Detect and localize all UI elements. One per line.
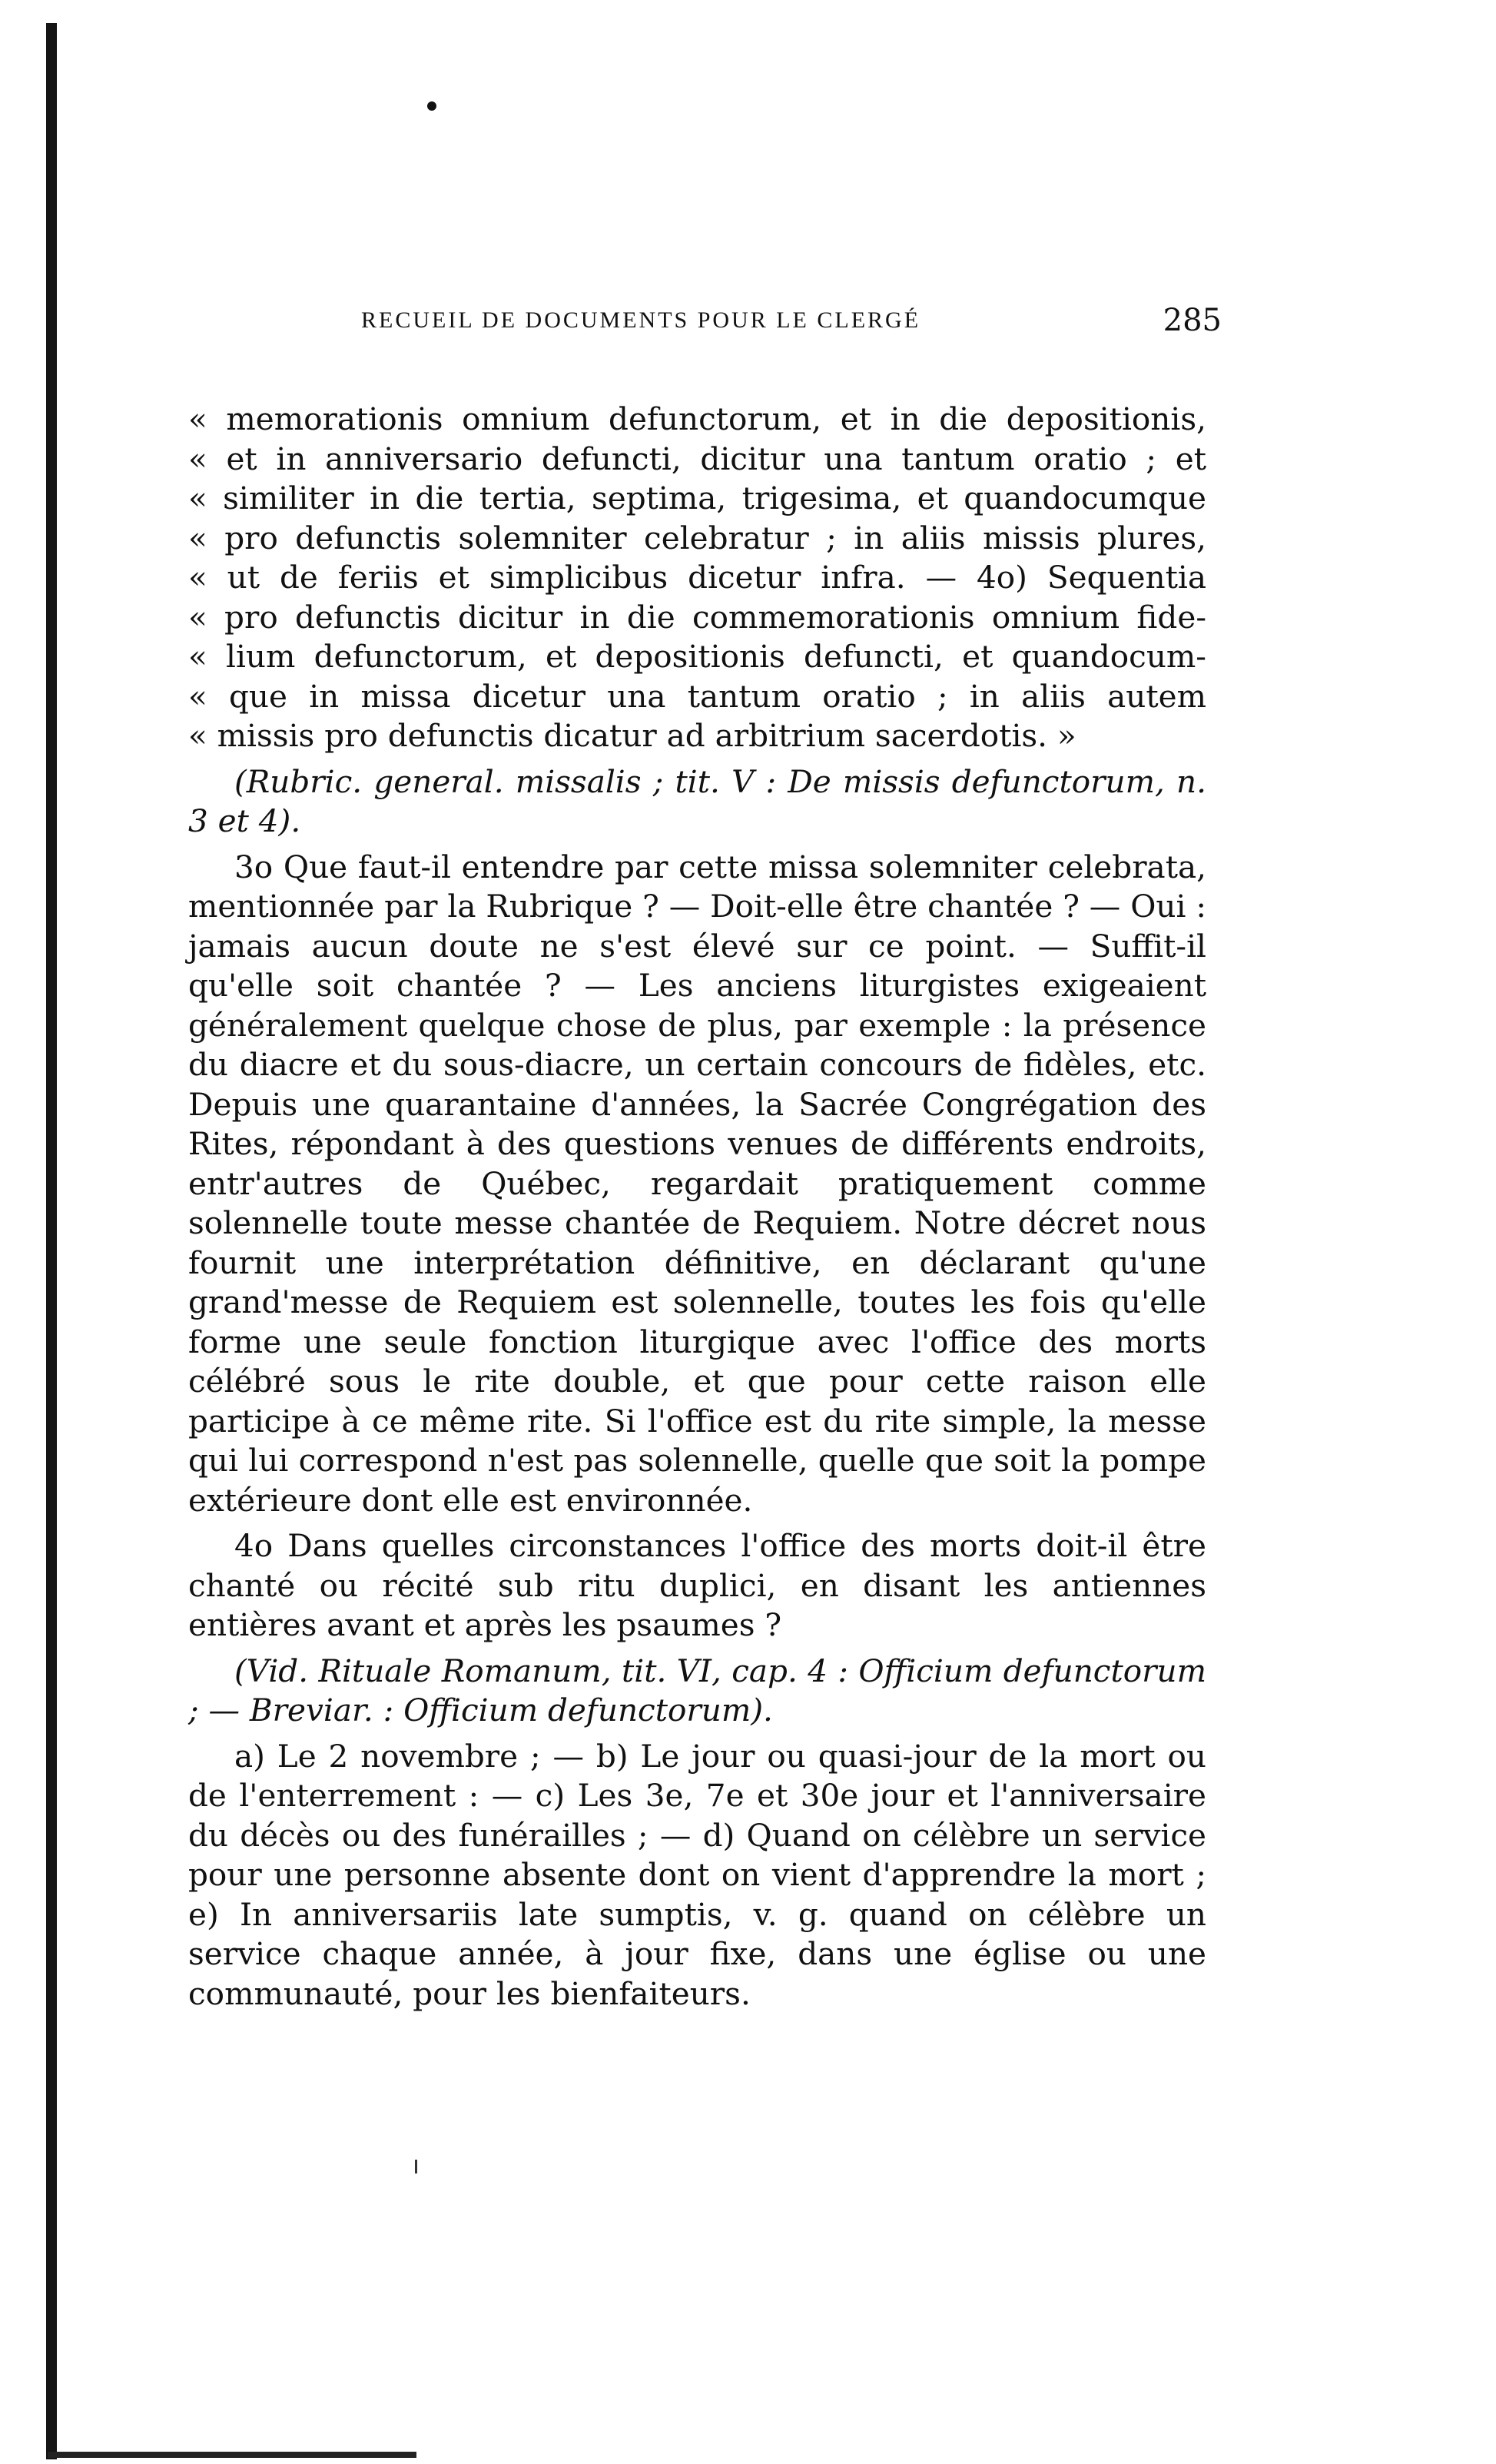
quote-line: « et in anniversario defuncti, dicitur una tantum oratio ; et bbox=[188, 440, 1206, 477]
quote-line: « similiter in die tertia, septima, trigesima, et quandocumque bbox=[188, 480, 1206, 516]
latin-quotation bbox=[188, 400, 1206, 756]
print-dot-mark bbox=[427, 101, 436, 111]
stray-print-mark bbox=[415, 2160, 417, 2173]
page-binding-edge bbox=[46, 23, 57, 2459]
quote-line: « missis pro defunctis dicatur ad arbitrium sacerdotis. » bbox=[188, 717, 1076, 754]
quote-line: « pro defunctis dicitur in die commemorationis omnium fide- bbox=[188, 598, 1206, 636]
paragraph-3: 3o Que faut-il entendre par cette missa solemniter celebrata, mentionnée par la Rubrique ? — Doit-elle être chantée ? — Oui : jamais aucun doute ne s'est élevé sur ce point. — Suffit-il qu'elle soit chantée ? — Les anciens liturgistes exigeaient généralement quelque chose de plus, par exemple : la présence du diacre et du sous-diacre, un certain concours de fidèles, etc. Depuis une quarantaine d'années, la Sacrée Congrégation des Rites, répondant à des questions venues de différents endroits, entr'autres de Québec, regardait pratiquement comme solennelle toute messe chantée de Requiem. Notre décret nous fournit une interprétation définitive, en déclarant qu'une grand'messe de Requiem est solennelle, toutes les fois qu'elle forme une seule fonction liturgique avec l'office des morts célébré sous le rite double, et que pour cette raison elle participe à ce même rite. Si l'office est du rite simple, la messe qui lui correspond n'est pas solennelle, quelle que soit la pompe extérieure dont elle est environnée. bbox=[188, 848, 1206, 1519]
quote-line: « memorationis omnium defunctorum, et in die depositionis, bbox=[188, 400, 1206, 437]
quote-line: « pro defunctis solemniter celebratur ; in aliis missis plures, bbox=[188, 519, 1206, 556]
page-number: 285 bbox=[1163, 303, 1222, 338]
running-title: RECUEIL DE DOCUMENTS POUR LE CLERGÉ bbox=[361, 307, 921, 333]
page-body bbox=[188, 400, 1206, 2014]
ritual-reference: (Vid. Rituale Romanum, tit. VI, cap. 4 : Officium defunctorum ; — Breviar. : Officium defunctorum). bbox=[188, 1652, 1206, 1728]
paragraph-4: 4o Dans quelles circonstances l'office des morts doit-il être chanté ou récité sub ritu duplici, en disant les antiennes entières avant et après les psaumes ? bbox=[188, 1527, 1206, 1643]
circumstances-list: a) Le 2 novembre ; — b) Le jour ou quasi-jour de la mort ou de l'enterrement : — c) Les 3e, 7e et 30e jour et l'anniversaire du décès ou des funérailles ; — d) Quand on célèbre un service pour une personne absente dont on vient d'apprendre la mort ; e) In anniversariis late sumptis, v. g. quand on célèbre un service chaque année, à jour fixe, dans une église ou une communauté, pour les bienfaiteurs. bbox=[188, 1737, 1206, 2012]
quote-line: « ut de feriis et simplicibus dicetur infra. — 4o) Sequentia bbox=[188, 559, 1206, 596]
page-header bbox=[361, 303, 1222, 344]
quote-line: « que in missa dicetur una tantum oratio ; in aliis autem bbox=[188, 677, 1206, 715]
quote-line: « lium defunctorum, et depositionis defuncti, et quandocum- bbox=[188, 638, 1206, 675]
page-bottom-edge bbox=[48, 2452, 416, 2458]
rubric-reference: (Rubric. general. missalis ; tit. V : De missis defunctorum, n. 3 et 4). bbox=[188, 762, 1206, 839]
